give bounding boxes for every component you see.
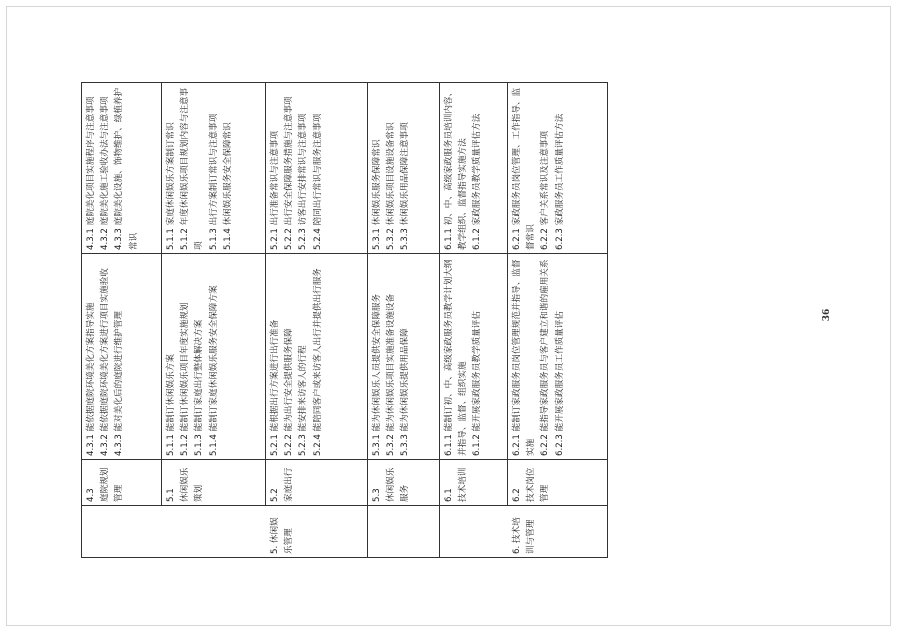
skill-item: 5.3.1 能为休闲娱乐人员提供安全保障服务 [372, 293, 382, 456]
knowledge-cell [162, 83, 266, 254]
table-row [440, 83, 508, 558]
skills-cell [368, 254, 440, 460]
skill-item: 6.1.1 能制订初、中、高级家政服务员教学计划大纲并指导、监督、组织实施 [444, 259, 469, 456]
knowledge-item: 6.2.1 家政服务员岗位管理、工作指导、监督常识 [512, 87, 537, 250]
knowledge-item: 5.1.4 休闲娱乐服务安全保障常识 [222, 122, 233, 250]
skill-item: 5.3.2 能为休闲娱乐项目实施准备设施设备 [386, 293, 397, 456]
sub-module-cell: 6.1 技术培训 [440, 460, 508, 506]
module-cell [368, 506, 440, 558]
knowledge-item: 6.2.3 家政服务员工作质量评估方法 [554, 113, 565, 250]
table-row [266, 83, 368, 558]
knowledge-item: 6.2.2 客户关系常识及注意事项 [540, 130, 551, 250]
skill-item: 5.1.3 能制订家庭出行整体解决方案 [194, 319, 205, 456]
table-row [368, 83, 440, 558]
skill-item: 5.2.2 能为出行安全提供服务保障 [284, 328, 295, 456]
knowledge-item: 5.1.3 出行方案制订常识与注意事项 [208, 113, 219, 250]
curriculum-table [81, 82, 608, 558]
module-cell [440, 506, 508, 558]
sub-module-cell: 4.3 庭院规划管理 [82, 460, 162, 506]
skill-item: 5.1.2 能制订休闲娱乐项目年度实施规划 [180, 302, 191, 456]
knowledge-cell [508, 83, 608, 254]
skill-item: 4.3.3 能对美化后的庭院进行维护管理 [114, 311, 125, 456]
knowledge-cell [266, 83, 368, 254]
skill-item: 6.1.2 能开展家政服务员教学质量评估 [472, 311, 483, 456]
skill-item: 5.2.4 能陪同客户或来访客人出行并提供出行服务 [312, 268, 323, 456]
knowledge-item: 5.2.1 出行准备常识与注意事项 [270, 130, 280, 250]
sub-module-cell: 5.1 休闲娱乐策划 [162, 460, 266, 506]
knowledge-cell [82, 83, 162, 254]
knowledge-item: 6.1.2 家政服务员教学质量评估方法 [472, 113, 483, 250]
module-cell: 5. 休闲娱乐管理 [266, 506, 368, 558]
knowledge-item: 5.2.2 出行安全保障服务措施与注意事项 [284, 96, 295, 250]
skill-item: 5.1.1 能制订休闲娱乐方案 [166, 354, 176, 456]
knowledge-item: 6.1.1 初、中、高级家政服务员培训内容、教学组织、监督指导实施方法 [444, 87, 469, 250]
knowledge-item: 5.3.1 休闲娱乐服务保障常识 [372, 139, 382, 250]
knowledge-item: 5.1.2 年度休闲娱乐项目规划内容与注意事项 [180, 87, 205, 250]
knowledge-item: 5.3.2 休闲娱乐项目设施设备常识 [386, 122, 397, 250]
module-cell [162, 506, 266, 558]
module-cell: 6. 技术培训与管理 [508, 506, 608, 558]
knowledge-item: 4.3.3 庭院美化设施、饰物维护、绿植养护常识 [114, 87, 139, 250]
sub-module-cell: 5.3 休闲娱乐服务 [368, 460, 440, 506]
sub-module-cell: 5.2 家庭出行 [266, 460, 368, 506]
skills-cell [266, 254, 368, 460]
skill-item: 4.3.1 能依据庭院环境美化方案指导实施 [86, 302, 96, 456]
skill-item: 5.2.1 能根据出行方案进行出行准备 [270, 319, 280, 456]
skills-cell [508, 254, 608, 460]
page-number: 36 [822, 308, 832, 322]
skill-item: 5.2.3 能安排来访客人的行程 [298, 345, 309, 456]
module-cell [82, 506, 162, 558]
knowledge-item: 4.3.2 庭院美化施工验收办法与注意事项 [100, 96, 111, 250]
knowledge-item: 5.1.1 家庭休闲娱乐方案制订常识 [166, 122, 176, 250]
skills-cell [162, 254, 266, 460]
skill-item: 6.2.2 能指导家政服务员与客户建立和谐的雇用关系 [540, 259, 551, 456]
knowledge-cell [440, 83, 508, 254]
skills-cell [82, 254, 162, 460]
knowledge-item: 5.2.3 访客出行安排常识与注意事项 [298, 113, 309, 250]
rotated-table-container [81, 83, 607, 558]
knowledge-item: 4.3.1 庭院美化项目实施程序与注意事项 [86, 96, 96, 250]
skill-item: 4.3.2 能依据庭院环境美化方案进行项目实施验收 [100, 268, 111, 456]
skill-item: 5.1.4 能制订家庭休闲娱乐服务安全保障方案 [208, 285, 219, 456]
skill-item: 6.2.3 能开展家政服务员工作质量评估 [554, 311, 565, 456]
knowledge-cell [368, 83, 440, 254]
skill-item: 5.3.3 能为休闲娱乐提供用品保障 [400, 328, 411, 456]
table-row [508, 83, 608, 558]
table-row [162, 83, 266, 558]
knowledge-item: 5.2.4 陪同出行常识与服务注意事项 [312, 113, 323, 250]
skills-cell [440, 254, 508, 460]
sub-module-cell: 6.2 技术岗位管理 [508, 460, 608, 506]
table-row [82, 83, 162, 558]
skill-item: 6.2.1 能制订家政服务员岗位管理规范并指导、监督实施 [512, 259, 537, 456]
knowledge-item: 5.3.3 休闲娱乐用品保障注意事项 [400, 122, 411, 250]
